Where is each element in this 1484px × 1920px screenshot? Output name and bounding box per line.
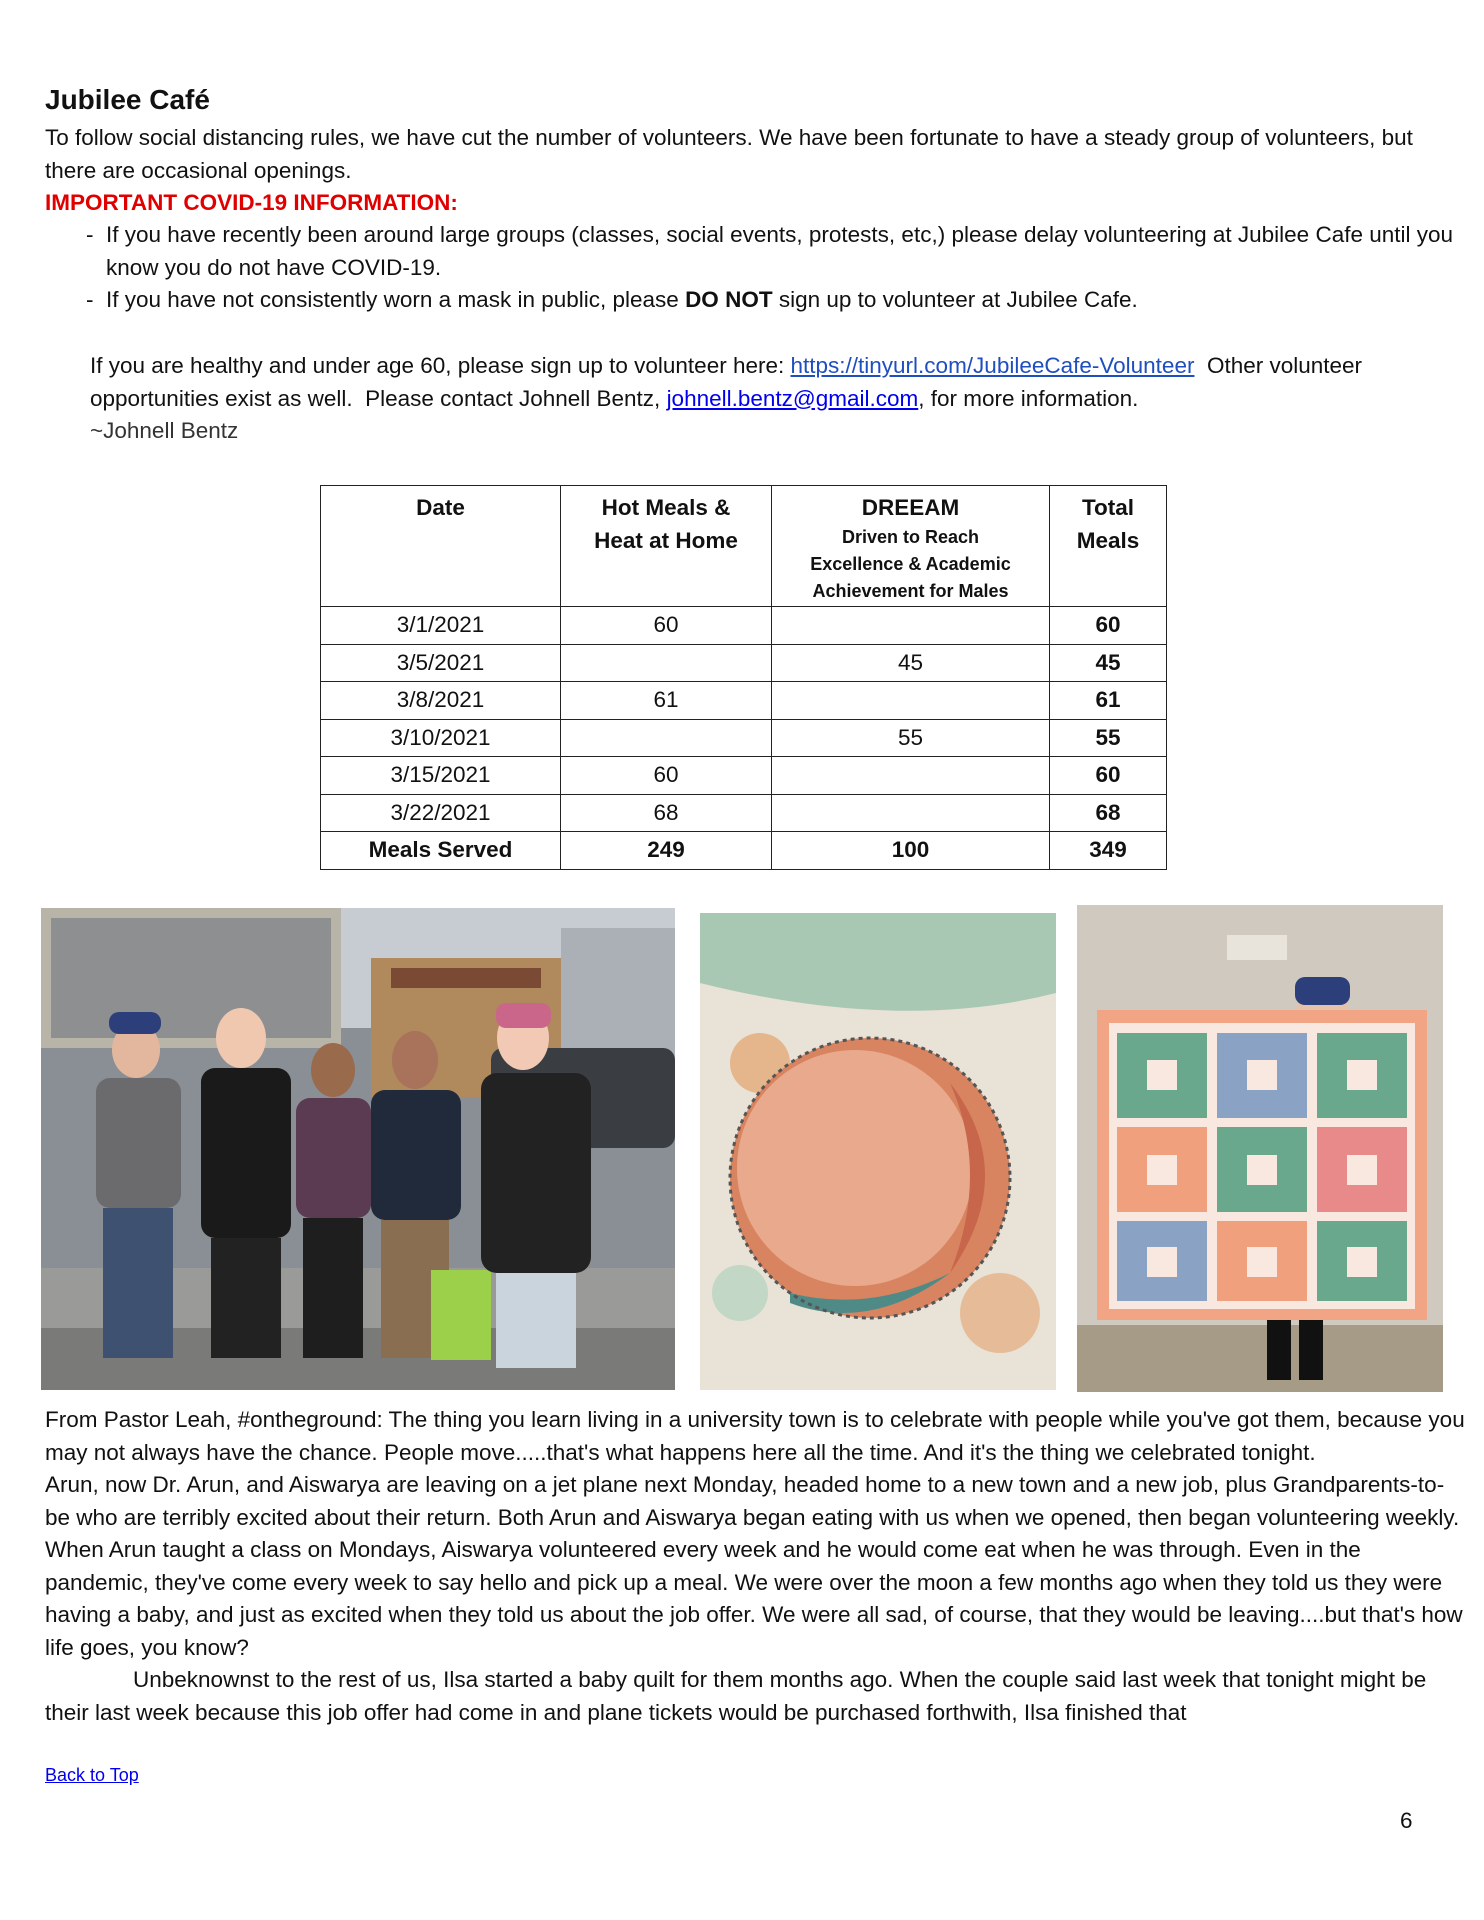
do-not-emphasis: DO NOT bbox=[685, 287, 773, 312]
meals-table bbox=[320, 485, 1167, 870]
signup-paragraph bbox=[90, 350, 1460, 448]
header-dreeam: DREEAM Driven to Reach Excellence & Academic Achievement for Males bbox=[772, 486, 1050, 607]
bullet-text-pre: If you have not consistently worn a mask in public, please bbox=[106, 287, 686, 312]
page-title: Jubilee Café bbox=[45, 84, 210, 115]
back-to-top-link[interactable]: Back to Top bbox=[45, 1765, 139, 1785]
header-hot-meals: Hot Meals & Heat at Home bbox=[561, 486, 772, 607]
bullet-text-post: sign up to volunteer at Jubilee Cafe. bbox=[772, 287, 1138, 312]
bullet-item: - If you have not consistently worn a mask in public, please DO NOT sign up to volunteer at Jubilee Cafe. bbox=[86, 287, 1138, 312]
signup-text-mid: Other volunteer opportunities exist as well. Please contact Johnell Bentz, bbox=[90, 353, 1369, 411]
signup-text: If you are healthy and under age 60, please sign up to volunteer here: bbox=[90, 353, 791, 378]
email-link[interactable]: johnell.bentz@gmail.com bbox=[666, 385, 919, 411]
bullet-item: - If you have recently been around large groups (classes, social events, protests, etc,) please delay volunteering at Jubilee Cafe until you know you do not have COVID-19. bbox=[86, 222, 1454, 280]
header-date: Date bbox=[321, 486, 561, 607]
quilt-holding-photo bbox=[1077, 905, 1443, 1392]
volunteer-link[interactable]: https://tinyurl.com/JubileeCafe-Volunteer bbox=[790, 353, 1195, 378]
header-total-meals: Total Meals bbox=[1050, 486, 1167, 607]
quilt-closeup-photo bbox=[700, 913, 1056, 1390]
signature: ~Johnell Bentz bbox=[90, 418, 239, 443]
intro-paragraph bbox=[45, 122, 1465, 220]
group-photo bbox=[41, 908, 675, 1390]
page-number: 6 bbox=[1400, 1808, 1413, 1833]
intro-text: To follow social distancing rules, we have cut the number of volunteers. We have been fortunate to have a steady group of volunteers, but there are occasional openings. bbox=[45, 125, 1413, 183]
table-row: 3/8/2021 61 61 bbox=[321, 682, 1167, 720]
table-row: 3/5/2021 45 45 bbox=[321, 644, 1167, 682]
table-row: 3/15/2021 60 60 bbox=[321, 757, 1167, 795]
table-row: 3/1/2021 60 60 bbox=[321, 607, 1167, 645]
table-row: 3/10/2021 55 55 bbox=[321, 719, 1167, 757]
table-summary-row: Meals Served 249 100 349 bbox=[321, 832, 1167, 870]
story-paragraph: Unbeknownst to the rest of us, Ilsa started a baby quilt for them months ago. When the couple said last week that tonight might be their last week because this job offer had come in and plane tickets would be purchased forthwith, Ilsa finished that bbox=[45, 1667, 1427, 1725]
story-text bbox=[45, 1404, 1465, 1729]
covid-bullet-list bbox=[84, 219, 1464, 317]
story-paragraph: Arun, now Dr. Arun, and Aiswarya are leaving on a jet plane next Monday, headed home to a new town and a new job, plus Grandparents-to-be who are terribly excited about their return. Both Arun and Aiswarya began eating with us when we opened, then began volunteering weekly. When Arun taught a class on Mondays, Aiswarya volunteered every week and he would come eat when he was through. Even in the pandemic, they've come every week to say hello and pick up a meal. We were over the moon a few months ago when they told us they were having a baby, and just as excited when they told us about the job offer. We were all sad, of course, that they would be leaving....but that's how life goes, you know? bbox=[45, 1472, 1463, 1660]
signup-text-post: , for more information. bbox=[918, 385, 1139, 411]
table-row: 3/22/2021 68 68 bbox=[321, 794, 1167, 832]
story-paragraph: From Pastor Leah, #ontheground: The thing you learn living in a university town is to celebrate with people while you've got them, because you may not always have the chance. People move.....that's what happens here all the time. And it's the thing we celebrated tonight. bbox=[45, 1407, 1465, 1465]
covid-heading: IMPORTANT COVID-19 INFORMATION: bbox=[45, 190, 458, 215]
bullet-text: If you have recently been around large groups (classes, social events, protests, etc,) please delay volunteering at Jubilee Cafe until you know you do not have COVID-19. bbox=[106, 222, 1454, 280]
